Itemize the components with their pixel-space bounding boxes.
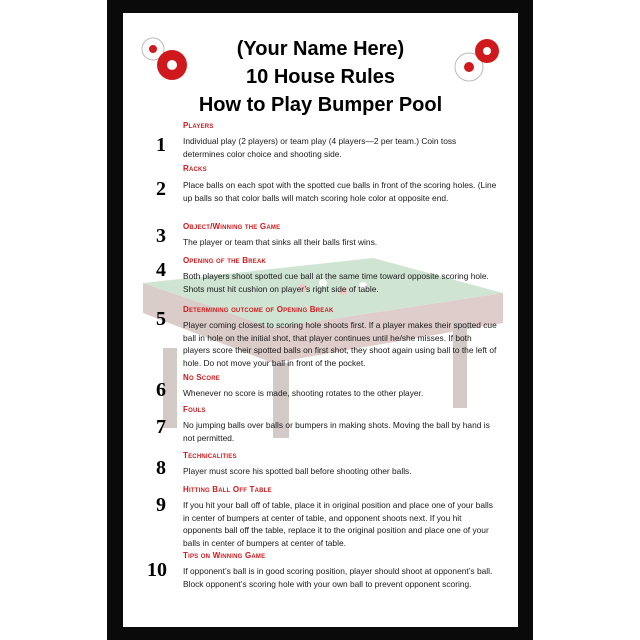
rule-text: Whenever no score is made, shooting rotates to the other player. [183, 388, 424, 398]
title-how-to-play: How to Play Bumper Pool [198, 94, 443, 116]
rule-heading: Determining outcome of Opening Break [183, 305, 334, 314]
rule-heading: Technicalities [183, 451, 237, 460]
rule-text: Both players shoot spotted cue ball at the same time toward opposite scoring hole. Shots must hit cushion on player’s right side of table. [183, 271, 489, 294]
rule-number: 2 [156, 178, 166, 200]
rule-heading: No Score [183, 373, 220, 382]
title-rules-count: 10 House Rules [246, 66, 395, 88]
rule-text: No jumping balls over balls or bumpers in making shots. Moving the ball by hand is not permitted. [183, 420, 490, 443]
rule-text: If opponent’s ball is in good scoring position, player should shoot at opponent’s ball. Block opponent’s scoring hole with your own ball to prevent opponent scoring. [183, 566, 493, 589]
rule-number: 10 [147, 559, 167, 581]
rule-number: 4 [156, 259, 166, 281]
rule-text: The player or team that sinks all their balls first wins. [183, 237, 378, 247]
poster [123, 13, 518, 627]
rule-heading: Fouls [183, 405, 206, 414]
rule-text: Player coming closest to scoring hole shoots first. If a player makes their spotted cue ball in hole on the initial shot, that player continues until he/she misses. If both players score their spotted balls on first shot, they shoot again using ball to the left of hole. Do not move your ball in front of the pocket. [183, 320, 497, 368]
rule-text: Player must score his spotted ball before shooting other balls. [183, 466, 412, 476]
rule-number: 6 [156, 379, 166, 401]
rule-text: Place balls on each spot with the spotted cue balls in front of the scoring holes. (Line up balls so that color balls will match scoring hole color at opposite end. [183, 180, 497, 203]
rule-number: 8 [156, 457, 166, 479]
rule-heading: Opening of the Break [183, 256, 267, 265]
rule-number: 3 [156, 225, 166, 247]
title-name: (Your Name Here) [236, 38, 405, 60]
rule-number: 7 [156, 416, 166, 438]
poster-title [123, 35, 518, 119]
rule-number: 9 [156, 494, 166, 516]
rule-text: If you hit your ball off of table, place it in original position and place one of your balls in center of bumpers at center of table, and opponent shoots next. If you hit opponents ball off the table, replace it to the original position and place one of your balls in center of bumpers at center of table. [183, 500, 493, 548]
rule-number: 5 [156, 308, 166, 330]
rule-text: Individual play (2 players) or team play (4 players—2 per team.) Coin toss determines color choice and shooting side. [183, 136, 457, 159]
rule-heading: Object/Winning the Game [183, 222, 281, 231]
rule-heading: Racks [183, 164, 207, 173]
rule-number: 1 [156, 134, 166, 156]
rule-heading: Hitting Ball Off Table [183, 485, 272, 494]
rule-heading: Tips on Winning Game [183, 551, 266, 560]
rule-heading: Players [183, 121, 214, 130]
